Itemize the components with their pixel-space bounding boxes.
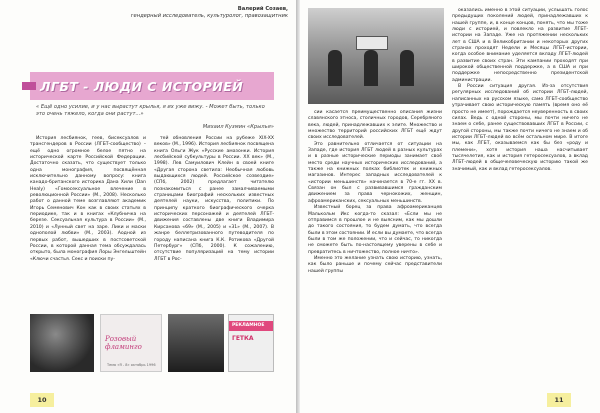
paragraph: тей обновления России на рубеже XIX-XX веков» (М., 1996). История лесбиянок посвящена книга Ольги Жук «Русские амазонки. История лесбийской субкультуры в России. XX век» (М., 1998). Лев Самуилович Клейн в своей книге «Другая сторона светила: Необычная любовь выдающихся людей. Российское созвездие» (СПб, 2002) предлагает читателю познакомиться с ранее замалчиваемыми страницами биографий нескольких известных деятелей науки, искусства, политики. По принципу краткого биографического очерка исторических персонажей и деятелей ЛГБТ-движения составлены две книги Владимира Кирсанова «69» (М., 2005) и «31» (М., 2007). В жанре беллетризованного путеводителя по городу написана книга К.К. Ротикова «Другой Петербург» (СПб, 2000). К сожалению, отсутствие популяризаций на тему истории ЛГБТ в Рос- [154, 136, 274, 262]
paragraph: В России ситуация другая. Из-за отсутствия регулярных исследований об истории ЛГБТ-людей, написанных на русском языке, само ЛГБТ-сообщество утрачивает свою историческую память (время оно её просто не имеет), порождается неуверенность в своих силах. Ведь с одной стороны, мы почти ничего не знаем о себе, ранее существовавших ЛГБТ в России, с другой стороны, мы также почти ничего не знаем и об истории ЛГБТ-людей во всём остальном мире. В итоге мы, как ЛГБТ, оказываемся как бы без «роду и племени», хотя история наша насчитывает тысячелетия, как и история гетеросексуалов, а вклад ЛГБТ-людей в общечеловеческую историю такой же значимый, как и вклад гетеросексуалов. [452, 84, 588, 172]
left-page [0, 0, 296, 413]
protest-sign [356, 36, 388, 50]
paragraph: Именно это желание узнать свою историю, узнать, как было раньше и почему сейчас представители нашей группы [308, 255, 442, 274]
figure-silhouette [364, 50, 378, 86]
poster-photo [228, 314, 274, 372]
figure-silhouette [328, 50, 342, 86]
epigraph-source: Михаил Кузмин «Крылья» [202, 124, 274, 130]
left-column-2 [154, 136, 274, 263]
portrait-photo [30, 314, 94, 372]
article-title: ЛГБТ - ЛЮДИ С ИСТОРИЕЙ [40, 79, 244, 94]
portrait-photo-2 [168, 314, 224, 372]
title-banner [30, 72, 274, 100]
banner-accent [22, 82, 36, 90]
paragraph: оказались именно в этой ситуации, услышать голос предыдущих поколений людей, принадлежавших к нашей группе, и, в конце концов, понять, что мы тоже люди с историей, и повлекло на развитие ЛГБТ-истории на Западе. Уже на протяжении нескольких лет в США и в Великобритании и некоторых других странах проходят Недели и Месяцы ЛГБТ-истории, когда особое внимание уделяется вкладу ЛГБТ-людей в развитие своих стран. Эти кампании проходят при широкой общественной поддержке, а в США и при поддержке непосредственно президентской администрации. [452, 8, 588, 83]
right-column-2 [452, 8, 588, 173]
page-number-right: 11 [547, 393, 571, 407]
right-page [300, 0, 600, 413]
paragraph: Известный борец за права афроамериканцев Малькольм Икс когда-то сказал: «Если мы не отправимся в прошлое и не выясним, как мы дошли до такого состояния, то будем думать, что всегда были в этом состоянии. И если вы думаете, что всегда были в том же положении, что и сейчас, то никогда не сможете быть по-настоящему уверены в себе и превратитесь в ничтожество, полное ничто». [308, 205, 442, 255]
author-block [131, 6, 288, 20]
author-role: гендерный исследователь, культуролог, правозащитник [130, 13, 288, 19]
poster-line2: ГЕТКА [232, 335, 254, 342]
photo-strip [30, 314, 274, 372]
figure-silhouette [400, 50, 414, 86]
author-name: Валерий Созаев, [237, 6, 288, 12]
poster-line1: РЕКЛАМНОЕ [232, 323, 265, 328]
paragraph: История лесбиянок, геев, бисексуалов и трансгендеров в России (ЛГБТ-сообщество) – ещё одно огромное белое пятно на исторической карте Российской Федерации. Достаточно сказать, что существует только одна монография, посвящённая исключительно данному вопросу: книга канадо-британского историка Дана Хили (Dan Healy) «Гомосексуальное влечение в революционной России» (М., 2008). Несколько работ о данной теме возглавляют академик Игорь Семенович Кон как в своих статьях в периодике, так и в книгах «Клубничка на березе. Сексуальная культура в России» (М., 2010) и «Лунный свет на заре. Лики и маски однополой любви» (М., 2003). Аодной из первых работ, вышедших в постсоветской России, в которой данная тема обсуждалась открыто, была монография Лоры Энгельштейн «Ключи счастья. Секс и поиски пу- [30, 136, 146, 262]
flamingo-sub: Тема «Я - 8» октябрь 1996 [107, 363, 156, 367]
flamingo-cover-photo [100, 314, 162, 372]
page-number-left: 10 [30, 393, 54, 407]
epigraph: « Ещё одно усилие, и у нас вырастут крылья, я их уже вижу. - Может быть, только это очень тяжело, когда они растут...» [36, 104, 265, 117]
flamingo-label: Розовый фламинго [105, 335, 142, 351]
paragraph: сии касается преимущественно описания жизни славянского этноса, столичных городов, Серебряного века, людей, принадлежавших к элите. Множество и множество территорий российских ЛГБТ ещё ждут своих исследователей. [308, 110, 442, 141]
right-column-1 [308, 110, 442, 275]
paragraph: Это равнительно отличается от ситуации на Западе, где история ЛГБТ людей в разных культурах и в разные исторические периоды занимает своё место среди научных исторических исследований, а также на книжных полках библиотек и книжных магазинов. Интерес западных исследователей к «истории меньшинств» начинается в 70-е гг. XX в. Связан он был с развивавшимся гражданским движением за права чернокожих, женщин, афроамериканских, сексуальных меньшинств. [308, 141, 442, 204]
left-column-1 [30, 136, 146, 263]
protest-photo [308, 8, 444, 104]
